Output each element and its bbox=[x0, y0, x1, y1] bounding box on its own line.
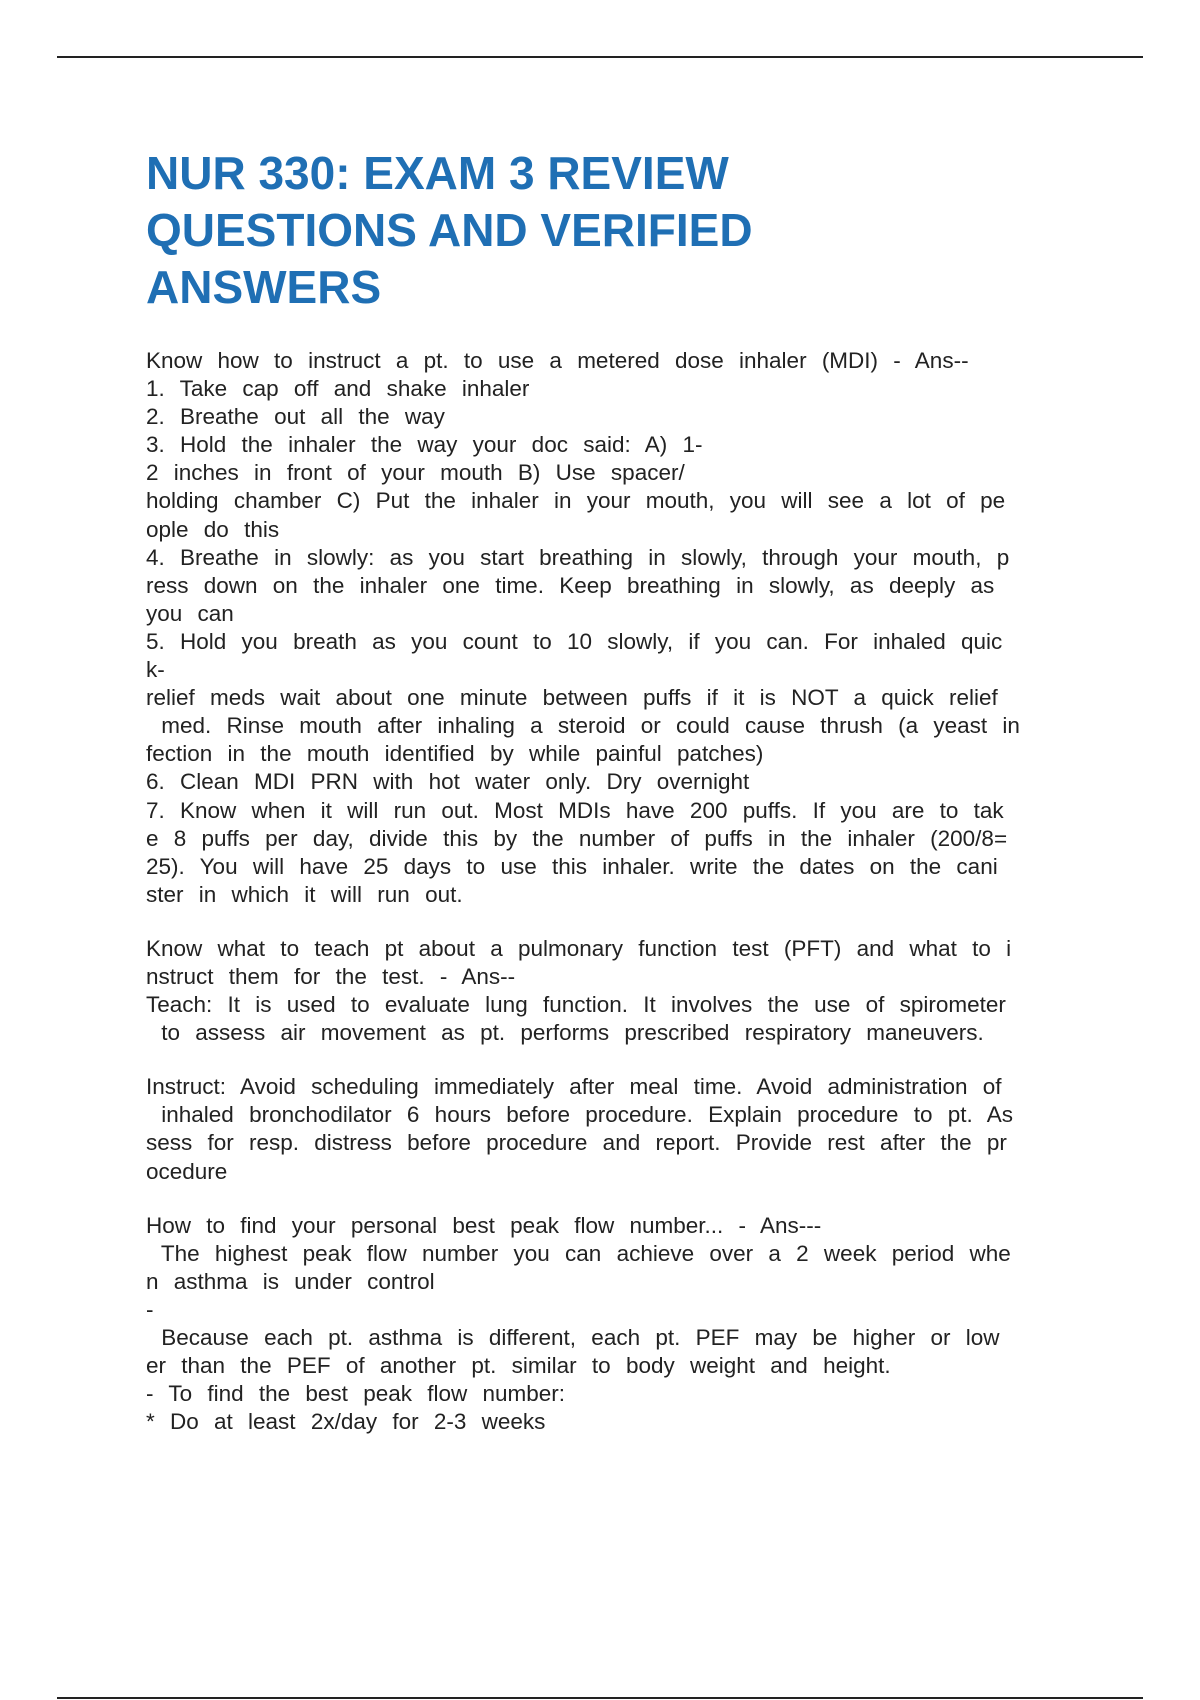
body-line: 6. Clean MDI PRN with hot water only. Dry overnight bbox=[146, 769, 750, 795]
body-line: 1. Take cap off and shake inhaler bbox=[146, 376, 530, 402]
body-line: relief meds wait about one minute between puffs if it is NOT a quick relief bbox=[146, 685, 998, 711]
body-line: - bbox=[146, 1296, 154, 1322]
body-line: inhaled bronchodilator 6 hours before procedure. Explain procedure to pt. As bbox=[146, 1102, 1013, 1128]
body-line: 4. Breathe in slowly: as you start breathing in slowly, through your mouth, p bbox=[146, 544, 1010, 570]
body-line: nstruct them for the test. - Ans-- bbox=[146, 963, 516, 989]
body-line: sess for resp. distress before procedure and report. Provide rest after the pr bbox=[146, 1130, 1007, 1156]
body-line: Instruct: Avoid scheduling immediately after meal time. Avoid administration of bbox=[146, 1074, 1002, 1100]
body-line: e 8 puffs per day, divide this by the number of puffs in the inhaler (200/8= bbox=[146, 825, 1008, 851]
body-line: ocedure bbox=[146, 1158, 228, 1184]
body-line: Know how to instruct a pt. to use a metered dose inhaler (MDI) - Ans-- bbox=[146, 348, 969, 373]
body-line: to assess air movement as pt. performs prescribed respiratory maneuvers. bbox=[146, 1020, 984, 1046]
blank-line bbox=[146, 909, 1088, 935]
top-rule bbox=[57, 56, 1143, 58]
body-line: ress down on the inhaler one time. Keep breathing in slowly, as deeply as bbox=[146, 572, 995, 598]
title-line: ANSWERS bbox=[146, 261, 382, 313]
body-line: n asthma is under control bbox=[146, 1268, 435, 1294]
bottom-rule bbox=[57, 1697, 1143, 1699]
blank-line bbox=[146, 1047, 1088, 1073]
body-line: 2 inches in front of your mouth B) Use spacer/ bbox=[146, 460, 685, 486]
body-line: Because each pt. asthma is different, each pt. PEF may be higher or low bbox=[146, 1325, 1000, 1350]
body-line: med. Rinse mouth after inhaling a steroid or could cause thrush (a yeast in bbox=[146, 713, 1020, 739]
body-line: ster in which it will run out. bbox=[146, 881, 463, 907]
body-line: Teach: It is used to evaluate lung function. It involves the use of spirometer bbox=[146, 992, 1006, 1018]
body-line: How to find your personal best peak flow number... - Ans--- bbox=[146, 1212, 822, 1238]
body-line: 7. Know when it will run out. Most MDIs have 200 puffs. If you are to tak bbox=[146, 797, 1004, 823]
body-line: Know what to teach pt about a pulmonary function test (PFT) and what to i bbox=[146, 935, 1012, 961]
body-line: ople do this bbox=[146, 516, 280, 542]
body-line: 2. Breathe out all the way bbox=[146, 404, 445, 430]
body-line: fection in the mouth identified by while painful patches) bbox=[146, 741, 764, 767]
body-line: The highest peak flow number you can achieve over a 2 week period whe bbox=[146, 1240, 1011, 1266]
body-line: 25). You will have 25 days to use this inhaler. write the dates on the cani bbox=[146, 853, 998, 879]
body-line: you can bbox=[146, 600, 234, 626]
document-title bbox=[146, 145, 1088, 316]
body-line: holding chamber C) Put the inhaler in your mouth, you will see a lot of pe bbox=[146, 488, 1006, 514]
body-line: * Do at least 2x/day for 2-3 weeks bbox=[146, 1409, 546, 1435]
body-line: k- bbox=[146, 657, 165, 683]
document-body bbox=[146, 347, 1088, 1436]
body-line: er than the PEF of another pt. similar to body weight and height. bbox=[146, 1353, 891, 1379]
body-line: 3. Hold the inhaler the way your doc said: A) 1- bbox=[146, 432, 703, 458]
title-line: NUR 330: EXAM 3 REVIEW bbox=[146, 147, 729, 199]
body-line: 5. Hold you breath as you count to 10 slowly, if you can. For inhaled quic bbox=[146, 628, 1003, 654]
title-line: QUESTIONS AND VERIFIED bbox=[146, 204, 753, 256]
page-content bbox=[146, 145, 1088, 1436]
blank-line bbox=[146, 1186, 1088, 1212]
body-line: - To find the best peak flow number: bbox=[146, 1381, 566, 1407]
